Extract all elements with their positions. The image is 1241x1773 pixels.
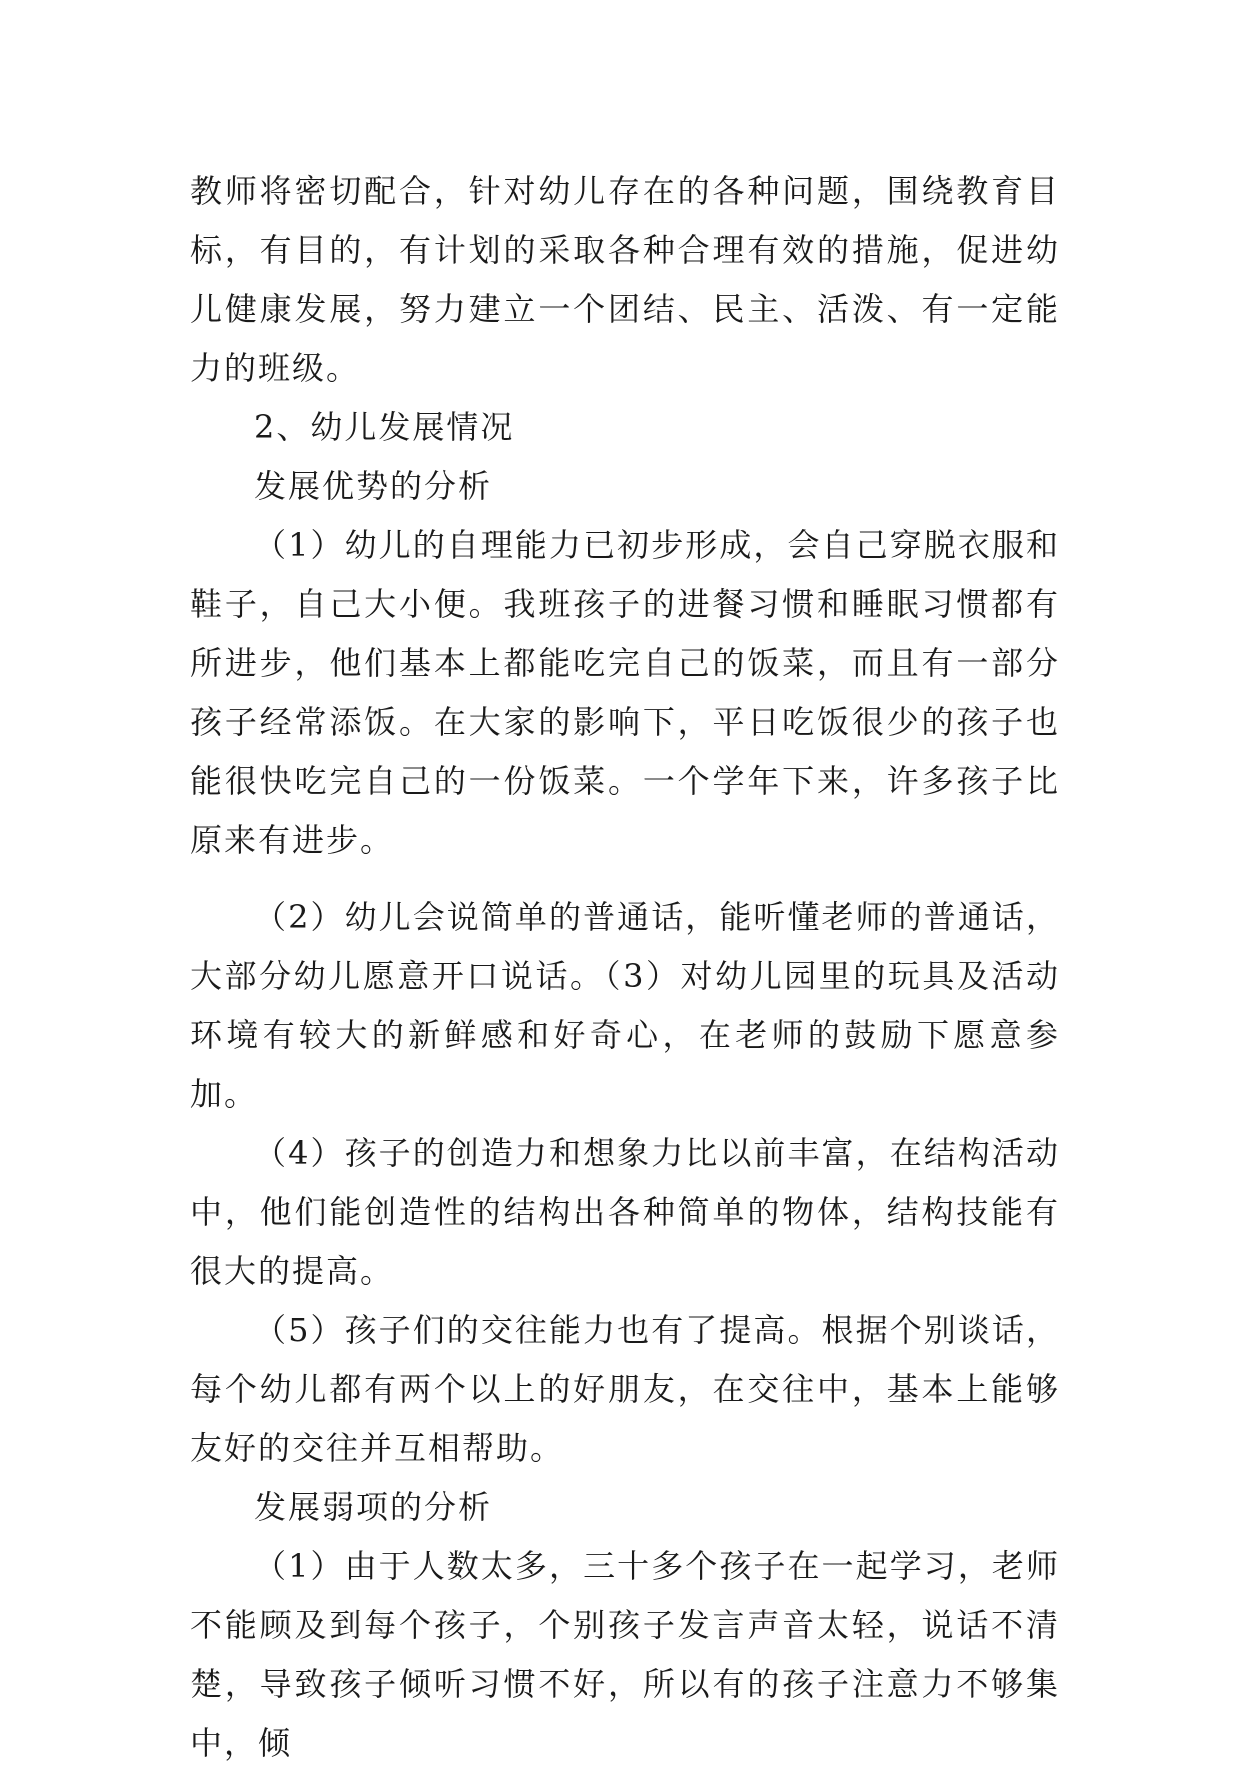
document-page [190,162,1060,1773]
paragraph-strength-4: （4）孩子的创造力和想象力比以前丰富，在结构活动中，他们能创造性的结构出各种简单的物体，结构技能有很大的提高。 [190,1134,1060,1290]
paragraph-strength-1: （1）幼儿的自理能力已初步形成，会自己穿脱衣服和鞋子，自己大小便。我班孩子的进餐习惯和睡眠习惯都有所进步，他们基本上都能吃完自己的饭菜，而且有一部分孩子经常添饭。在大家的影响下，平日吃饭很少的孩子也能很快吃完自己的一份饭菜。一个学年下来，许多孩子比原来有进步。 [190,526,1060,859]
paragraph-strength-5: （5）孩子们的交往能力也有了提高。根据个别谈话，每个幼儿都有两个以上的好朋友，在交往中，基本上能够友好的交往并互相帮助。 [190,1311,1060,1467]
paragraph-strength-2-3: （2）幼儿会说简单的普通话，能听懂老师的普通话，大部分幼儿愿意开口说话。（3）对幼儿园里的玩具及活动环境有较大的新鲜感和好奇心，在老师的鼓励下愿意参加。 [190,898,1060,1113]
section-heading-child-development: 2、幼儿发展情况 [254,408,515,446]
subheading-weaknesses-analysis: 发展弱项的分析 [254,1488,493,1526]
subheading-strengths-analysis: 发展优势的分析 [254,467,493,505]
paragraph-weakness-1: （1）由于人数太多，三十多个孩子在一起学习，老师不能顾及到每个孩子，个别孩子发言声音太轻，说话不清楚，导致孩子倾听习惯不好，所以有的孩子注意力不够集中，倾 [190,1547,1060,1762]
paragraph-intro-continuation: 教师将密切配合，针对幼儿存在的各种问题，围绕教育目标，有目的，有计划的采取各种合理有效的措施，促进幼儿健康发展，努力建立一个团结、民主、活泼、有一定能力的班级。 [190,172,1060,387]
